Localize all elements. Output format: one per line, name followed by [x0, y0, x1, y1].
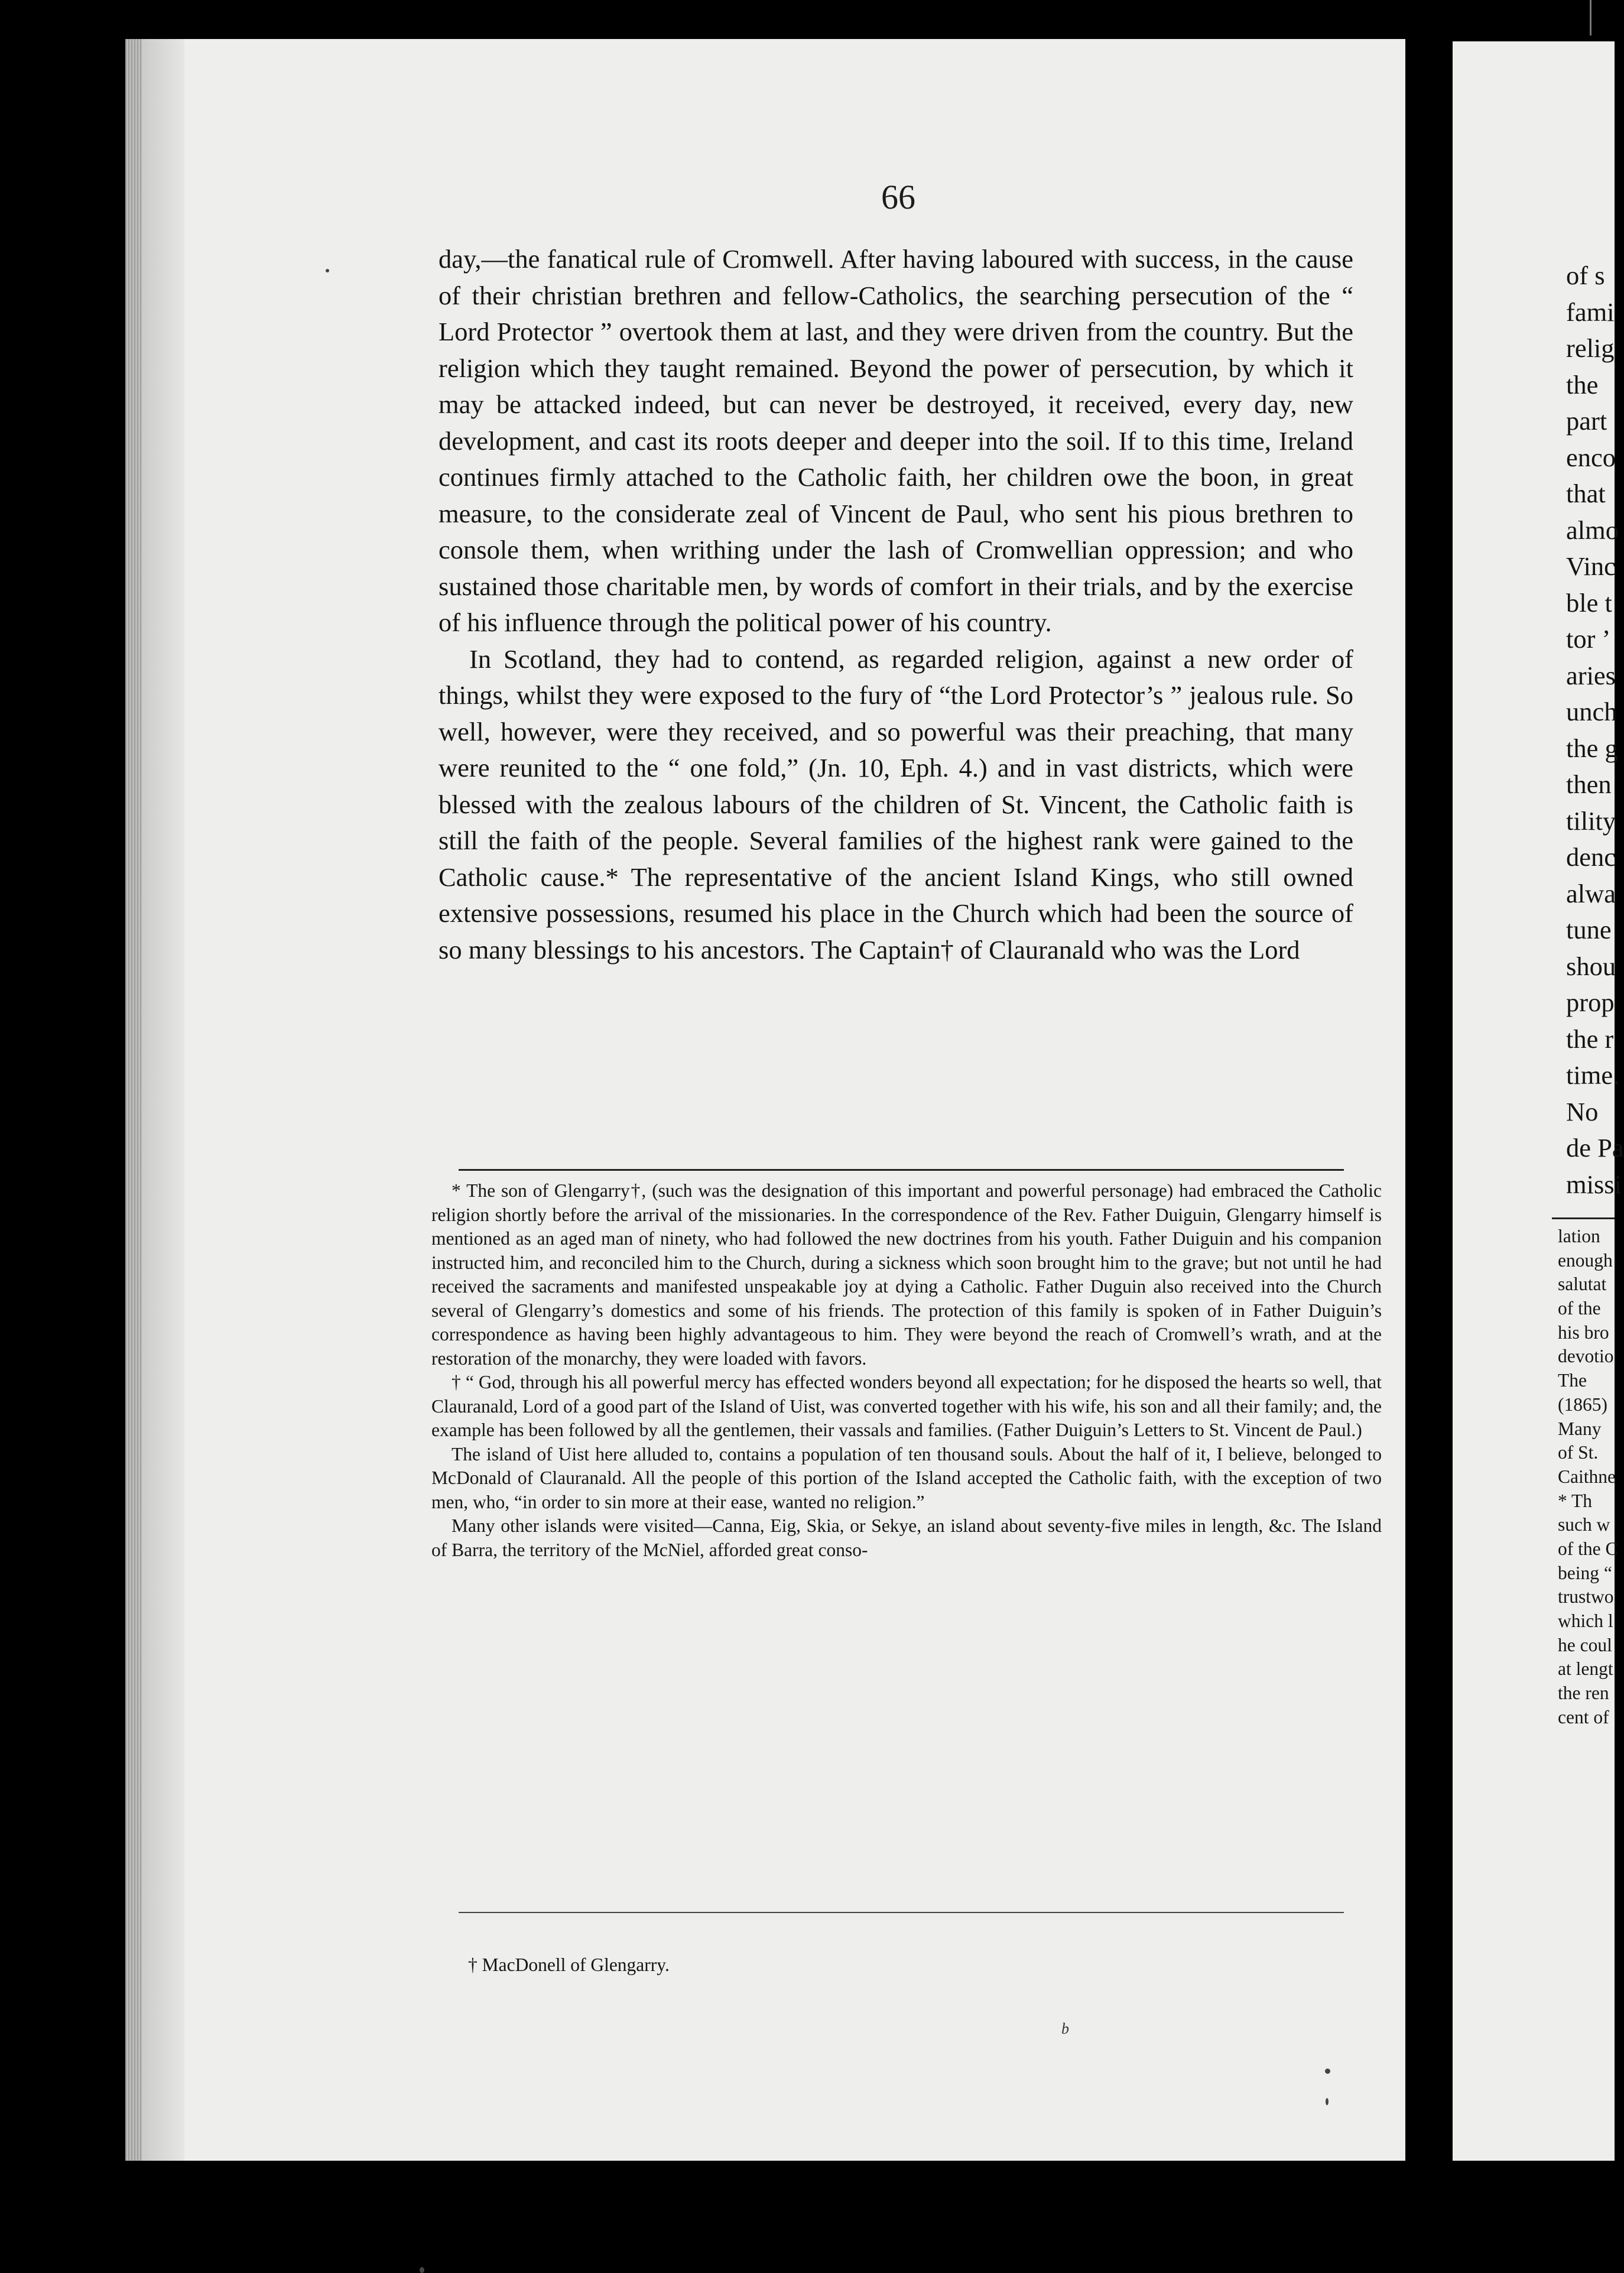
paragraph-scotland: In Scotland, they had to contend, as regarded religion, against a new order of things, whilst they were exposed to the fury of “the Lord Protector’s ” jealous rule. So well, however, were they received, and so powerful was their preaching, that many were reunited to the “ one fold,” (Jn. 10, Eph. 4.) and in vast districts, which were blessed with the zealous labours of the children of St. Vincent, the Catholic faith is still the faith of the people. Several families of the highest rank were gained to the Catholic cause.* The representative of the ancient Island Kings, who still owned extensive possessions, resumed his place in the Church which had been the source of so many blessings to his ancestors. The Captain† of Clauranald who was the Lord	[439, 644, 1353, 965]
signature-mark: b	[1061, 2020, 1069, 2037]
ink-speck	[326, 269, 329, 272]
footnote-divider	[459, 1169, 1344, 1171]
main-text	[439, 241, 1353, 968]
next-page-footnote-divider	[1552, 1217, 1615, 1219]
ink-speck	[420, 2267, 424, 2273]
page-number: 66	[881, 178, 915, 216]
footnote-uist: The island of Uist here alluded to, contains a population of ten thousand souls. About the half of it, I believe, belonged to McDonald of Clauranald. All the people of this portion of the Island accepted the Catholic faith, with the exception of two men, who, “in order to sin more at their ease, wanted no religion.”	[431, 1443, 1382, 1512]
ink-speck	[1326, 2098, 1329, 2105]
next-page-text-fragment: of s fami relig the part enco that almo Vinc ble t tor ’ aries unch the g then tility denc alwa tune shou prop the r time. No de Pa missi	[1566, 261, 1624, 1199]
bottom-note: † MacDonell of Glengarry.	[468, 1954, 670, 1975]
next-page-notes-fragment: lation enough salutat of the his bro devotio The (1865) Many of St. Caithne * Th such w of the C being “ trustwo which l he coul at lengt the ren cent of	[1558, 1226, 1618, 1728]
scan-artifact-line	[1590, 0, 1591, 35]
footnote-glengarry: * The son of Glengarry†, (such was the designation of this important and powerful personage) had embraced the Catholic religion shortly before the arrival of the missionaries. In the correspondence of the Rev. Father Duiguin, Glengarry himself is mentioned as an aged man of ninety, who had followed the new doctrines from his youth. Father Duiguin and his companion instructed him, and reconciled him to the Church, during a sickness which soon brought him to the grave; but not until he had received the sacraments and manifested unspeakable joy at dying a Catholic. Father Duguin also received into the Church several of Glengarry’s domestics and some of his friends. The protection of this family is spoken of in Father Duiguin’s correspondence as having been highly advantageous to him. They were beyond the reach of Cromwell’s wrath, and at the restoration of the monarchy, they were loaded with favors.	[431, 1180, 1382, 1369]
footnote-islands: Many other islands were visited—Canna, Eig, Skia, or Sekye, an island about seventy-five miles in length, &c. The Island of Barra, the territory of the McNiel, afforded great conso-	[431, 1515, 1382, 1560]
page-stack-edge	[125, 39, 184, 2161]
footnote-god-mercy: † “ God, through his all powerful mercy has effected wonders beyond all expectation; for he disposed the hearts so well, that Clauranald, Lord of a good part of the Island of Uist, was converted together with his wife, his son and all their family; and, the example has been followed by all the gentlemen, their vassals and families. (Father Duiguin’s Letters to St. Vincent de Paul.)	[431, 1372, 1382, 1440]
footnote-end-rule	[459, 1912, 1344, 1913]
paragraph-cromwell: day,—the fanatical rule of Cromwell. After having laboured with success, in the cause of their christian brethren and fellow-Catholics, the searching persecution of the “ Lord Protector ” overtook them at last, and they were driven from the country. But the religion which they taught remained. Beyond the power of persecution, by which it may be attacked indeed, but can never be destroyed, it received, every day, new development, and cast its roots deeper and deeper into the soil. If to this time, Ireland continues firmly attached to the Catholic faith, her children owe the boon, in great measure, to the considerate zeal of Vincent de Paul, who sent his pious brethren to console them, when writhing under the lash of Cromwellian oppression; and who sustained those charitable men, by words of comfort in their trials, and by the exercise of his influence through the political power of his country.	[439, 244, 1353, 637]
footnotes	[431, 1179, 1382, 1562]
ink-speck	[1325, 2069, 1330, 2074]
